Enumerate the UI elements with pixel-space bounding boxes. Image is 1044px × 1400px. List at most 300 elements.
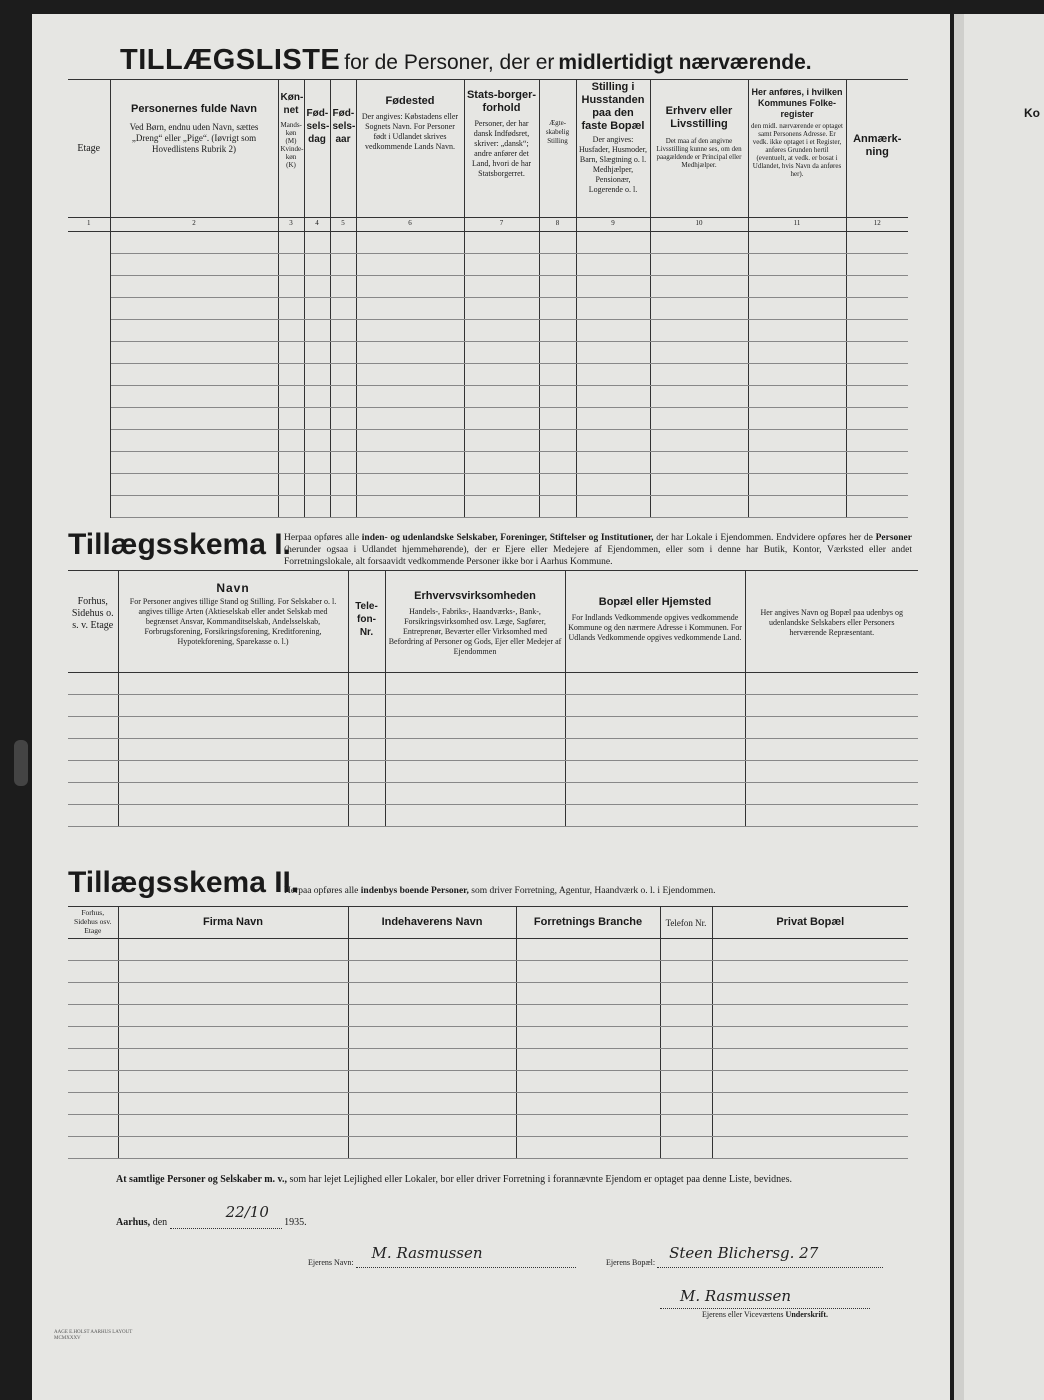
table-cell[interactable] (330, 430, 356, 452)
table-cell[interactable] (118, 983, 348, 1005)
table-cell[interactable] (330, 496, 356, 518)
col-erhverv-sub: Det maa af den angivne Livsstilling kunne ses, om den paagældende er Principal eller Medhjælper. (656, 137, 742, 169)
table-cell[interactable] (348, 939, 516, 961)
table-cell[interactable] (539, 474, 576, 496)
table-cell[interactable] (539, 320, 576, 342)
table-cell[interactable] (118, 761, 348, 783)
table-cell[interactable] (565, 761, 745, 783)
table-cell[interactable] (278, 342, 304, 364)
table-cell[interactable] (118, 1115, 348, 1137)
table-cell[interactable] (110, 364, 278, 386)
table-cell[interactable] (539, 276, 576, 298)
skema2-table (68, 906, 908, 1159)
table-cell[interactable] (539, 364, 576, 386)
table-cell[interactable] (278, 496, 304, 518)
table-cell[interactable] (712, 1093, 908, 1115)
table-cell[interactable] (539, 452, 576, 474)
table-cell[interactable] (745, 739, 918, 761)
table-cell[interactable] (68, 386, 110, 408)
table-cell[interactable] (118, 739, 348, 761)
table-cell[interactable] (110, 342, 278, 364)
table-cell[interactable] (539, 386, 576, 408)
table-cell[interactable] (846, 232, 908, 254)
table-cell[interactable] (348, 1137, 516, 1159)
table-cell[interactable] (118, 1093, 348, 1115)
table-cell[interactable] (385, 695, 565, 717)
table-cell[interactable] (118, 805, 348, 827)
table-cell[interactable] (576, 276, 650, 298)
table-cell[interactable] (68, 1027, 118, 1049)
table-cell[interactable] (464, 386, 539, 408)
table-cell[interactable] (118, 939, 348, 961)
table-cell[interactable] (846, 408, 908, 430)
table-cell[interactable] (712, 1071, 908, 1093)
table-cell[interactable] (118, 1027, 348, 1049)
table-cell[interactable] (304, 342, 330, 364)
table-cell[interactable] (348, 695, 385, 717)
table-cell[interactable] (330, 320, 356, 342)
skema1-intro-bold1: inden- og udenlandske Selskaber, Foreninger, Stiftelser og Institutioner, (361, 533, 654, 543)
table-cell[interactable] (330, 408, 356, 430)
table-cell[interactable] (650, 254, 748, 276)
table-cell[interactable] (330, 232, 356, 254)
table-cell[interactable] (68, 408, 110, 430)
table-cell[interactable] (660, 1071, 712, 1093)
table-cell[interactable] (650, 276, 748, 298)
table-cell[interactable] (348, 961, 516, 983)
table-cell[interactable] (516, 1071, 660, 1093)
table-row (68, 1027, 908, 1049)
table-cell[interactable] (846, 364, 908, 386)
table-cell[interactable] (745, 783, 918, 805)
table-cell[interactable] (748, 452, 846, 474)
table-cell[interactable] (68, 717, 118, 739)
table-cell[interactable] (576, 320, 650, 342)
table-cell[interactable] (68, 1049, 118, 1071)
table-cell[interactable] (576, 474, 650, 496)
table-cell[interactable] (516, 939, 660, 961)
table-cell[interactable] (539, 232, 576, 254)
table-cell[interactable] (385, 761, 565, 783)
table-cell[interactable] (356, 342, 464, 364)
table-cell[interactable] (278, 364, 304, 386)
table-cell[interactable] (385, 805, 565, 827)
table-cell[interactable] (516, 1093, 660, 1115)
table-cell[interactable] (356, 254, 464, 276)
adjacent-page-edge (954, 14, 964, 1400)
table-cell[interactable] (576, 408, 650, 430)
table-cell[interactable] (304, 276, 330, 298)
table-cell[interactable] (748, 254, 846, 276)
table-cell[interactable] (565, 805, 745, 827)
table-cell[interactable] (348, 1005, 516, 1027)
table-cell[interactable] (539, 408, 576, 430)
table-cell[interactable] (464, 496, 539, 518)
table-cell[interactable] (110, 320, 278, 342)
table-cell[interactable] (846, 496, 908, 518)
table-cell[interactable] (110, 254, 278, 276)
table-row (68, 761, 918, 783)
table-cell[interactable] (565, 695, 745, 717)
table-cell[interactable] (278, 408, 304, 430)
table-cell[interactable] (660, 983, 712, 1005)
skema1-col-navn-title: Navn (216, 581, 250, 595)
table-cell[interactable] (110, 452, 278, 474)
table-cell[interactable] (748, 496, 846, 518)
table-cell[interactable] (516, 1049, 660, 1071)
col-num: 9 (576, 218, 650, 232)
col-erhverv-title: Erhverv eller Livsstilling (665, 105, 733, 130)
table-cell[interactable] (68, 1137, 118, 1159)
table-cell[interactable] (576, 496, 650, 518)
table-cell[interactable] (464, 452, 539, 474)
table-cell[interactable] (650, 232, 748, 254)
table-cell[interactable] (110, 298, 278, 320)
table-cell[interactable] (356, 276, 464, 298)
table-cell[interactable] (539, 298, 576, 320)
table-cell[interactable] (464, 342, 539, 364)
owner-name-handwritten: M. Rasmussen (371, 1244, 483, 1262)
table-cell[interactable] (68, 673, 118, 695)
table-cell[interactable] (68, 474, 110, 496)
table-cell[interactable] (576, 342, 650, 364)
col-foedselsdag: Fød-sels-dag (306, 108, 330, 145)
table-cell[interactable] (748, 232, 846, 254)
table-cell[interactable] (650, 430, 748, 452)
table-cell[interactable] (348, 983, 516, 1005)
table-cell[interactable] (660, 1027, 712, 1049)
table-cell[interactable] (356, 496, 464, 518)
table-cell[interactable] (464, 430, 539, 452)
table-cell[interactable] (846, 474, 908, 496)
table-cell[interactable] (348, 1027, 516, 1049)
table-cell[interactable] (745, 761, 918, 783)
table-cell[interactable] (356, 474, 464, 496)
table-cell[interactable] (348, 1049, 516, 1071)
table-cell[interactable] (68, 761, 118, 783)
table-cell[interactable] (68, 939, 118, 961)
table-cell[interactable] (660, 1005, 712, 1027)
table-cell[interactable] (330, 386, 356, 408)
table-cell[interactable] (516, 983, 660, 1005)
table-cell[interactable] (660, 1115, 712, 1137)
table-row (68, 232, 908, 254)
table-cell[interactable] (68, 805, 118, 827)
date-field[interactable] (170, 1203, 282, 1229)
table-cell[interactable] (278, 474, 304, 496)
table-cell[interactable] (348, 739, 385, 761)
table-row (68, 452, 908, 474)
table-cell[interactable] (748, 342, 846, 364)
footer-year: 1935. (284, 1217, 307, 1228)
owner-name-line (308, 1244, 576, 1268)
table-cell[interactable] (576, 430, 650, 452)
table-cell[interactable] (330, 452, 356, 474)
table-cell[interactable] (356, 430, 464, 452)
table-cell[interactable] (539, 496, 576, 518)
table-cell[interactable] (516, 1027, 660, 1049)
table-cell[interactable] (68, 496, 110, 518)
table-cell[interactable] (565, 783, 745, 805)
table-cell[interactable] (304, 254, 330, 276)
table-cell[interactable] (712, 939, 908, 961)
table-cell[interactable] (356, 320, 464, 342)
table-cell[interactable] (745, 717, 918, 739)
table-cell[interactable] (304, 430, 330, 452)
table-cell[interactable] (660, 939, 712, 961)
table-row (68, 939, 908, 961)
table-cell[interactable] (278, 232, 304, 254)
table-cell[interactable] (464, 298, 539, 320)
table-cell[interactable] (348, 673, 385, 695)
col-num: 12 (846, 218, 908, 232)
table-cell[interactable] (330, 276, 356, 298)
table-cell[interactable] (464, 474, 539, 496)
col-num: 8 (539, 218, 576, 232)
signature-label-bold: Underskrift. (785, 1310, 828, 1319)
table-cell[interactable] (68, 739, 118, 761)
table-cell[interactable] (464, 320, 539, 342)
table-cell[interactable] (565, 739, 745, 761)
table-cell[interactable] (304, 496, 330, 518)
table-cell[interactable] (650, 386, 748, 408)
table-cell[interactable] (516, 1137, 660, 1159)
table-cell[interactable] (68, 1093, 118, 1115)
table-cell[interactable] (304, 474, 330, 496)
table-cell[interactable] (576, 364, 650, 386)
table-cell[interactable] (68, 452, 110, 474)
table-cell[interactable] (748, 474, 846, 496)
table-row (68, 783, 918, 805)
table-cell[interactable] (348, 717, 385, 739)
table-cell[interactable] (539, 430, 576, 452)
table-cell[interactable] (68, 983, 118, 1005)
col-num: 4 (304, 218, 330, 232)
skema2-intro-rest: som driver Forretning, Agentur, Haandværk o. l. i Ejendommen. (471, 886, 716, 896)
table-cell[interactable] (576, 298, 650, 320)
footer-statement-rest: som har lejet Lejlighed eller Lokaler, bor eller driver Forretning i forannævnte Ejendom er optaget paa denne Liste, bevidnes. (289, 1174, 792, 1185)
table-cell[interactable] (748, 276, 846, 298)
table-cell[interactable] (278, 320, 304, 342)
table-cell[interactable] (68, 783, 118, 805)
table-cell[interactable] (356, 232, 464, 254)
owner-name-field[interactable] (356, 1244, 576, 1268)
table-cell[interactable] (650, 496, 748, 518)
table-cell[interactable] (118, 783, 348, 805)
table-cell[interactable] (846, 386, 908, 408)
table-cell[interactable] (846, 254, 908, 276)
owner-address-field[interactable] (657, 1244, 883, 1268)
table-cell[interactable] (712, 1115, 908, 1137)
table-cell[interactable] (110, 276, 278, 298)
table-cell[interactable] (660, 1137, 712, 1159)
table-cell[interactable] (68, 961, 118, 983)
table-cell[interactable] (304, 232, 330, 254)
table-cell[interactable] (348, 761, 385, 783)
table-cell[interactable] (576, 386, 650, 408)
table-cell[interactable] (846, 320, 908, 342)
table-cell[interactable] (748, 386, 846, 408)
table-cell[interactable] (278, 430, 304, 452)
col-etage: Etage (77, 143, 101, 154)
table-cell[interactable] (68, 276, 110, 298)
table-cell[interactable] (464, 276, 539, 298)
table-cell[interactable] (110, 474, 278, 496)
table-cell[interactable] (748, 430, 846, 452)
table-cell[interactable] (712, 1027, 908, 1049)
table-cell[interactable] (348, 783, 385, 805)
table-cell[interactable] (650, 342, 748, 364)
table-cell[interactable] (385, 717, 565, 739)
table-cell[interactable] (385, 783, 565, 805)
table-cell[interactable] (330, 474, 356, 496)
table-cell[interactable] (516, 961, 660, 983)
table-cell[interactable] (110, 430, 278, 452)
table-cell[interactable] (118, 695, 348, 717)
table-cell[interactable] (68, 1115, 118, 1137)
table-row (68, 386, 908, 408)
col-stilling-title: Stilling i Husstanden paa den faste Bopæl (581, 81, 645, 132)
table-cell[interactable] (539, 342, 576, 364)
table-cell[interactable] (68, 364, 110, 386)
table-cell[interactable] (304, 298, 330, 320)
table-cell[interactable] (304, 452, 330, 474)
table-cell[interactable] (464, 232, 539, 254)
table-cell[interactable] (68, 298, 110, 320)
table-cell[interactable] (118, 717, 348, 739)
table-cell[interactable] (118, 1071, 348, 1093)
table-cell[interactable] (330, 254, 356, 276)
table-cell[interactable] (846, 430, 908, 452)
table-cell[interactable] (304, 408, 330, 430)
table-cell[interactable] (748, 364, 846, 386)
col-anmaerkning: Anmærk-ning (853, 133, 902, 158)
table-cell[interactable] (356, 364, 464, 386)
table-cell[interactable] (565, 717, 745, 739)
table-cell[interactable] (110, 496, 278, 518)
table-cell[interactable] (68, 1005, 118, 1027)
form-page (32, 14, 950, 1400)
table-cell[interactable] (745, 695, 918, 717)
table-cell[interactable] (304, 320, 330, 342)
owner-address-line (606, 1244, 883, 1268)
table-cell[interactable] (330, 342, 356, 364)
table-cell[interactable] (68, 430, 110, 452)
table-cell[interactable] (68, 232, 110, 254)
table-cell[interactable] (118, 961, 348, 983)
table-cell[interactable] (846, 342, 908, 364)
skema2-col-privat-bopael: Privat Bopæl (776, 916, 845, 928)
table-cell[interactable] (278, 276, 304, 298)
table-cell[interactable] (846, 276, 908, 298)
table-cell[interactable] (650, 320, 748, 342)
table-cell[interactable] (278, 298, 304, 320)
table-cell[interactable] (576, 452, 650, 474)
table-cell[interactable] (304, 386, 330, 408)
table-cell[interactable] (118, 1005, 348, 1027)
table-cell[interactable] (516, 1115, 660, 1137)
table-cell[interactable] (576, 232, 650, 254)
table-cell[interactable] (576, 254, 650, 276)
table-cell[interactable] (110, 386, 278, 408)
table-cell[interactable] (385, 739, 565, 761)
table-cell[interactable] (464, 364, 539, 386)
table-cell[interactable] (660, 961, 712, 983)
table-cell[interactable] (68, 342, 110, 364)
table-cell[interactable] (516, 1005, 660, 1027)
table-cell[interactable] (712, 1005, 908, 1027)
table-cell[interactable] (846, 452, 908, 474)
table-cell[interactable] (348, 1093, 516, 1115)
table-cell[interactable] (356, 386, 464, 408)
skema2-col-indehaver: Indehaverens Navn (381, 916, 483, 928)
table-cell[interactable] (68, 320, 110, 342)
table-cell[interactable] (712, 1049, 908, 1071)
col-num: 1 (68, 218, 110, 232)
table-cell[interactable] (565, 673, 745, 695)
signature-field[interactable] (660, 1286, 870, 1309)
table-cell[interactable] (748, 320, 846, 342)
table-cell[interactable] (539, 254, 576, 276)
skema1-col-bopael-title: Bopæl eller Hjemsted (598, 596, 712, 608)
table-cell[interactable] (650, 452, 748, 474)
table-cell[interactable] (745, 805, 918, 827)
table-row (68, 342, 908, 364)
table-cell[interactable] (846, 298, 908, 320)
signature-handwritten: M. Rasmussen (680, 1287, 791, 1305)
table-cell[interactable] (68, 254, 110, 276)
table-cell[interactable] (660, 1049, 712, 1071)
table-cell[interactable] (348, 805, 385, 827)
table-cell[interactable] (464, 408, 539, 430)
table-cell[interactable] (304, 364, 330, 386)
table-cell[interactable] (745, 673, 918, 695)
table-cell[interactable] (278, 452, 304, 474)
table-cell[interactable] (356, 408, 464, 430)
table-cell[interactable] (278, 254, 304, 276)
table-cell[interactable] (68, 1071, 118, 1093)
table-cell[interactable] (464, 254, 539, 276)
table-cell[interactable] (712, 983, 908, 1005)
table-cell[interactable] (110, 408, 278, 430)
skema1-col-erhverv-sub: Handels-, Fabriks-, Haandværks-, Bank-, Forsikringsvirksomhed osv. Læge, Sagfører, Entreprenør, Beværter eller Virksomhed med Befordring af Personer og Gods, Ejer eller Medejer af Ejendommen (388, 607, 562, 656)
table-cell[interactable] (356, 452, 464, 474)
footer-den: den (152, 1217, 168, 1228)
table-cell[interactable] (68, 695, 118, 717)
table-cell[interactable] (348, 1115, 516, 1137)
table-cell[interactable] (118, 1049, 348, 1071)
table-cell[interactable] (650, 408, 748, 430)
table-cell[interactable] (748, 408, 846, 430)
table-cell[interactable] (385, 673, 565, 695)
table-cell[interactable] (348, 1071, 516, 1093)
table-cell[interactable] (712, 961, 908, 983)
table-cell[interactable] (712, 1137, 908, 1159)
table-cell[interactable] (748, 298, 846, 320)
table-cell[interactable] (660, 1093, 712, 1115)
table-cell[interactable] (118, 1137, 348, 1159)
table-cell[interactable] (278, 386, 304, 408)
table-cell[interactable] (330, 364, 356, 386)
table-cell[interactable] (356, 298, 464, 320)
table-cell[interactable] (330, 298, 356, 320)
table-cell[interactable] (650, 474, 748, 496)
skema1-col-navn-sub: For Personer angives tillige Stand og Stilling. For Selskaber o. l. angives tillige Arten (Aktieselskab eller andet Selskab med begrænset Ansvar, Kommanditselskab, Andelsselskab, Forbrugsforening, Forsikringsforening, Kreditforening, Hypotekforening, Sparekasse o. l.) (129, 597, 337, 646)
table-cell[interactable] (118, 673, 348, 695)
table-cell[interactable] (110, 232, 278, 254)
table-cell[interactable] (650, 364, 748, 386)
table-cell[interactable] (650, 298, 748, 320)
